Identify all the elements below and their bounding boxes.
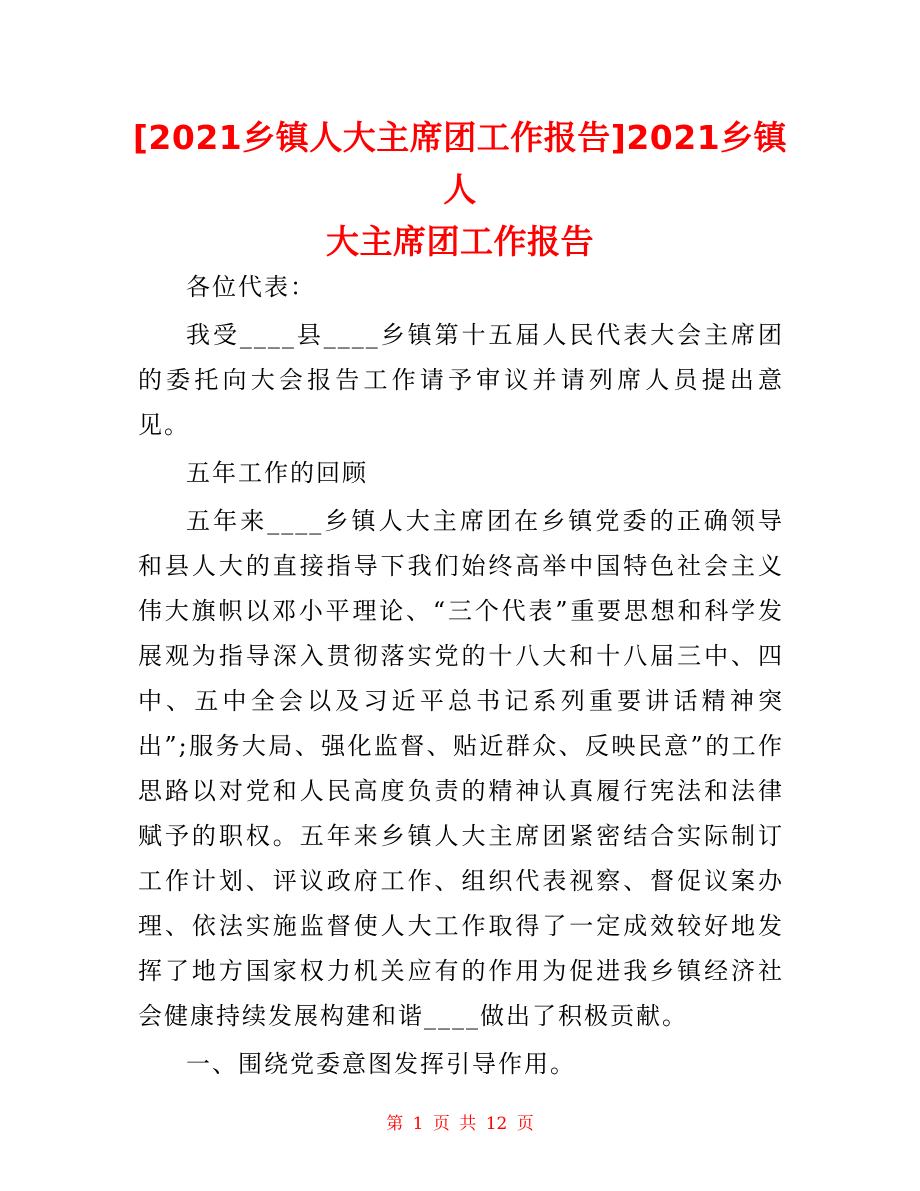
- paragraph-salutation: 各位代表：: [186, 273, 316, 301]
- section-heading-review: 五年工作的回顾: [186, 459, 368, 487]
- title-line-1: [2021乡镇人大主席团工作报告]2021乡镇人: [132, 118, 788, 209]
- document-body: [138, 265, 784, 1087]
- section-heading-one: 一、围绕党委意图发挥引导作用。: [186, 1050, 576, 1078]
- title-line-2: 大主席团工作报告: [326, 222, 594, 261]
- paragraph-review: 五年来____乡镇人大主席团在乡镇党委的正确领导和县人大的直接指导下我们始终高举中国特色社会主义伟大旗帜以邓小平理论、“三个代表”重要思想和科学发展观为指导深入贯彻落实党的十八大和十八届三中、四中、五中全会以及习近平总书记系列重要讲话精神突出”;服务大局、强化监督、贴近群众、反映民意”的工作思路以对党和人民高度负责的精神认真履行宪法和法律赋予的职权。五年来乡镇人大主席团紧密结合实际制订工作计划、评议政府工作、组织代表视察、督促议案办理、依法实施监督使人大工作取得了一定成效较好地发挥了地方国家权力机关应有的作用为促进我乡镇经济社会健康持续发展构建和谐____做出了积极贡献。: [138, 507, 784, 1030]
- page-number-footer: 第 1 页 共 12 页: [386, 1114, 534, 1134]
- paragraph-intro: 我受____县____乡镇第十五届人民代表大会主席团的委托向大会报告工作请予审议并请列席人员提出意见。: [138, 321, 784, 439]
- document-title: [120, 112, 800, 268]
